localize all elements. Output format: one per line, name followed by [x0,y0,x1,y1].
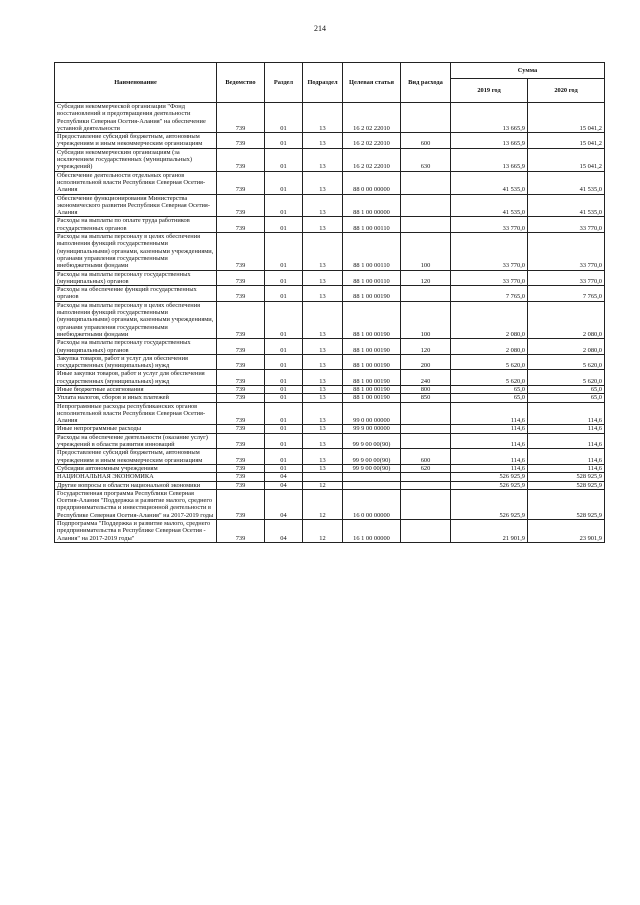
cell-dept: 739 [217,354,265,370]
table-row [55,133,605,149]
cell-2019: 114,6 [451,449,528,465]
cell-name: Расходы на выплаты персоналу государственных (муниципальных) органов [55,339,217,355]
table-row [55,148,605,171]
cell-target [343,473,401,481]
cell-subsection: 13 [303,449,343,465]
cell-dept: 739 [217,301,265,338]
cell-target: 88 1 00 00110 [343,217,401,233]
cell-2020: 2 080,0 [528,301,605,338]
cell-subsection: 13 [303,370,343,386]
cell-2019: 33 770,0 [451,233,528,270]
cell-name: Расходы на выплаты персоналу в целях обеспечения выполнения функций государственными (муниципальными) органами, казенными учреждениями, органами управления государственными внебюджетными фондами [55,233,217,270]
cell-section: 01 [265,286,303,302]
cell-target: 88 1 00 00110 [343,270,401,286]
cell-name: Расходы на выплаты по оплате труда работников государственных органов [55,217,217,233]
cell-2019: 5 620,0 [451,354,528,370]
cell-2020: 5 620,0 [528,354,605,370]
cell-2019: 33 770,0 [451,217,528,233]
cell-2020: 23 901,9 [528,520,605,543]
table-row [55,385,605,393]
cell-subsection: 12 [303,481,343,489]
cell-type [401,425,451,433]
cell-subsection: 13 [303,133,343,149]
cell-type: 240 [401,370,451,386]
cell-section: 01 [265,171,303,194]
cell-type [401,286,451,302]
table-row [55,194,605,217]
cell-name: Расходы на выплаты персоналу в целях обеспечения выполнения функций государственными (муниципальными) органами, казенными учреждениями, органами управления государственными внебюджетными фондами [55,301,217,338]
table-row [55,489,605,519]
cell-dept: 739 [217,489,265,519]
header-2020: 2020 год [528,79,605,103]
cell-subsection: 12 [303,520,343,543]
cell-section: 01 [265,133,303,149]
cell-name: Иные закупки товаров, работ и услуг для обеспечения государственных (муниципальных) нужд [55,370,217,386]
cell-2019: 65,0 [451,394,528,402]
cell-type [401,433,451,449]
cell-type: 100 [401,301,451,338]
cell-name: Предоставление субсидий бюджетным, автономным учреждениям и иным некоммерческим организациям [55,133,217,149]
cell-section: 01 [265,270,303,286]
cell-subsection: 13 [303,171,343,194]
header-expense-type: Вид расхода [401,63,451,103]
cell-subsection: 13 [303,425,343,433]
cell-section: 04 [265,473,303,481]
cell-section: 04 [265,520,303,543]
cell-subsection: 13 [303,217,343,233]
cell-dept: 739 [217,464,265,472]
cell-type: 600 [401,133,451,149]
cell-type [401,473,451,481]
cell-dept: 739 [217,394,265,402]
cell-target: 99 9 00 00000 [343,425,401,433]
cell-2019: 21 901,9 [451,520,528,543]
cell-name: Подпрограмма "Поддержка и развитие малого, среднего предпринимательства в Республике Северная Осетия - Алания" на 2017-2019 годы" [55,520,217,543]
cell-dept: 739 [217,148,265,171]
header-name: Наименование [55,63,217,103]
cell-dept: 739 [217,481,265,489]
cell-subsection: 13 [303,103,343,133]
cell-2020: 41 535,0 [528,171,605,194]
cell-target: 99 9 00 00(90) [343,464,401,472]
cell-type: 200 [401,354,451,370]
cell-name: Расходы на выплаты персоналу государственных (муниципальных) органов [55,270,217,286]
table-row [55,354,605,370]
cell-type [401,217,451,233]
cell-target: 88 1 00 00190 [343,286,401,302]
cell-name: Предоставление субсидий бюджетным, автономным учреждениям и иным некоммерческим организациям [55,449,217,465]
cell-target: 88 1 00 00190 [343,394,401,402]
cell-dept: 739 [217,133,265,149]
table-row [55,425,605,433]
table-row [55,339,605,355]
cell-name: Иные бюджетные ассигнования [55,385,217,393]
cell-type: 100 [401,233,451,270]
cell-2019: 2 080,0 [451,339,528,355]
header-target: Целевая статья [343,63,401,103]
cell-section: 01 [265,394,303,402]
cell-target: 16 2 02 22010 [343,148,401,171]
cell-subsection: 13 [303,270,343,286]
cell-dept: 739 [217,194,265,217]
cell-dept: 739 [217,103,265,133]
table-row [55,449,605,465]
cell-name: Расходы на обеспечение функций государственных органов [55,286,217,302]
cell-2020: 33 770,0 [528,217,605,233]
table-row [55,270,605,286]
cell-target: 99 9 00 00(90) [343,449,401,465]
cell-name: Другие вопросы в области национальной экономики [55,481,217,489]
cell-target: 88 1 00 00000 [343,194,401,217]
table-row [55,402,605,425]
cell-type [401,402,451,425]
cell-target: 99 0 00 00000 [343,402,401,425]
cell-2019: 114,6 [451,464,528,472]
cell-2019: 526 925,9 [451,489,528,519]
page-number: 214 [314,24,326,33]
cell-2020: 15 041,2 [528,103,605,133]
cell-type: 120 [401,270,451,286]
table-row [55,433,605,449]
cell-section: 01 [265,402,303,425]
cell-section: 04 [265,489,303,519]
cell-2019: 7 765,0 [451,286,528,302]
cell-target: 88 1 00 00190 [343,339,401,355]
table-row [55,171,605,194]
cell-type [401,103,451,133]
cell-subsection: 13 [303,233,343,270]
budget-table [54,62,605,543]
cell-name: Непрограммные расходы республиканских органов исполнительной власти Республики Северная Осетия-Алания [55,402,217,425]
cell-2019: 13 665,9 [451,133,528,149]
header-section: Раздел [265,63,303,103]
cell-section: 01 [265,370,303,386]
cell-subsection: 13 [303,394,343,402]
cell-2019: 33 770,0 [451,270,528,286]
cell-subsection: 13 [303,194,343,217]
cell-name: Субсидии некоммерческим организациям (за исключением государственных (муниципальных) учреждений) [55,148,217,171]
cell-2020: 2 080,0 [528,339,605,355]
cell-type: 850 [401,394,451,402]
cell-2019: 526 925,9 [451,473,528,481]
cell-dept: 739 [217,286,265,302]
cell-subsection: 13 [303,433,343,449]
table-row [55,286,605,302]
table-row [55,464,605,472]
cell-dept: 739 [217,370,265,386]
cell-name: НАЦИОНАЛЬНАЯ ЭКОНОМИКА [55,473,217,481]
cell-2020: 114,6 [528,449,605,465]
cell-dept: 739 [217,433,265,449]
cell-dept: 739 [217,339,265,355]
cell-target: 16 0 00 00000 [343,489,401,519]
cell-section: 01 [265,449,303,465]
cell-subsection: 13 [303,301,343,338]
cell-section: 01 [265,354,303,370]
cell-2019: 13 665,9 [451,103,528,133]
cell-name: Государственная программа Республики Северная Осетия-Алания "Поддержка и развитие малого, среднего предпринимательства и инвестиционной деятельности в Республике Северная Осетия-Алания" на 2017-2019 годы [55,489,217,519]
table-row [55,473,605,481]
cell-target: 99 9 00 00(90) [343,433,401,449]
cell-2019: 13 665,9 [451,148,528,171]
cell-target: 88 1 00 00190 [343,354,401,370]
cell-section: 01 [265,339,303,355]
cell-name: Субсидии автономным учреждениям [55,464,217,472]
cell-name: Обеспечение деятельности отдельных органов исполнительной власти Республики Северная Осетия-Алания [55,171,217,194]
cell-subsection: 13 [303,385,343,393]
cell-2020: 65,0 [528,394,605,402]
cell-dept: 739 [217,520,265,543]
cell-target: 88 0 00 00000 [343,171,401,194]
cell-2019: 114,6 [451,402,528,425]
cell-2020: 41 535,0 [528,194,605,217]
cell-2019: 41 535,0 [451,194,528,217]
cell-subsection: 13 [303,148,343,171]
cell-2020: 114,6 [528,464,605,472]
cell-type: 620 [401,464,451,472]
cell-2020: 33 770,0 [528,270,605,286]
cell-section: 01 [265,148,303,171]
cell-type [401,481,451,489]
cell-dept: 739 [217,449,265,465]
cell-section: 01 [265,464,303,472]
cell-target: 88 1 00 00190 [343,301,401,338]
cell-2019: 41 535,0 [451,171,528,194]
cell-subsection: 13 [303,402,343,425]
table-row [55,301,605,338]
cell-name: Закупка товаров, работ и услуг для обеспечения государственных (муниципальных) нужд [55,354,217,370]
cell-2020: 114,6 [528,425,605,433]
cell-2020: 15 041,2 [528,148,605,171]
cell-section: 01 [265,103,303,133]
table-row [55,233,605,270]
cell-2020: 65,0 [528,385,605,393]
cell-subsection: 13 [303,286,343,302]
cell-2020: 114,6 [528,402,605,425]
cell-name: Уплата налогов, сборов и иных платежей [55,394,217,402]
cell-target: 88 1 00 00190 [343,370,401,386]
header-dept: Ведомство [217,63,265,103]
cell-2020: 528 925,9 [528,481,605,489]
cell-section: 01 [265,425,303,433]
cell-2019: 2 080,0 [451,301,528,338]
cell-subsection: 13 [303,354,343,370]
cell-target: 16 2 02 22010 [343,133,401,149]
cell-type [401,520,451,543]
cell-2019: 526 925,9 [451,481,528,489]
cell-type [401,171,451,194]
table-row [55,370,605,386]
cell-section: 01 [265,194,303,217]
cell-subsection [303,473,343,481]
cell-name: Расходы на обеспечение деятельности (оказание услуг) учреждений в области развития инноваций [55,433,217,449]
cell-dept: 739 [217,171,265,194]
cell-2020: 5 620,0 [528,370,605,386]
cell-type: 800 [401,385,451,393]
cell-2020: 528 925,9 [528,473,605,481]
cell-target: 16 2 02 22010 [343,103,401,133]
cell-2020: 7 765,0 [528,286,605,302]
cell-target: 88 1 00 00190 [343,385,401,393]
table-row [55,481,605,489]
cell-dept: 739 [217,217,265,233]
cell-2019: 65,0 [451,385,528,393]
cell-section: 01 [265,301,303,338]
table-row [55,103,605,133]
cell-2020: 33 770,0 [528,233,605,270]
cell-dept: 739 [217,270,265,286]
cell-section: 01 [265,385,303,393]
cell-dept: 739 [217,233,265,270]
cell-target: 88 1 00 00110 [343,233,401,270]
cell-type [401,489,451,519]
cell-section: 01 [265,233,303,270]
cell-section: 04 [265,481,303,489]
cell-2020: 528 925,9 [528,489,605,519]
cell-2020: 114,6 [528,433,605,449]
table-row [55,394,605,402]
cell-2019: 114,6 [451,425,528,433]
cell-dept: 739 [217,425,265,433]
cell-target [343,481,401,489]
cell-subsection: 12 [303,489,343,519]
cell-2019: 5 620,0 [451,370,528,386]
cell-section: 01 [265,217,303,233]
cell-dept: 739 [217,473,265,481]
cell-name: Обеспечение функционирования Министерства экономического развития Республики Северная Осетия-Алания [55,194,217,217]
cell-type: 120 [401,339,451,355]
cell-dept: 739 [217,402,265,425]
header-subsection: Подраздел [303,63,343,103]
cell-2019: 114,6 [451,433,528,449]
header-2019: 2019 год [451,79,528,103]
cell-name: Субсидии некоммерческой организации "Фонд восстановлений и предотвращения деятельности Республики Северная Осетия-Алания" на обеспечение уставной деятельности [55,103,217,133]
cell-type: 600 [401,449,451,465]
cell-target: 16 1 00 00000 [343,520,401,543]
cell-name: Иные непрограммные расходы [55,425,217,433]
cell-dept: 739 [217,385,265,393]
cell-type: 630 [401,148,451,171]
cell-section: 01 [265,433,303,449]
header-sum: Сумма [451,63,605,79]
cell-subsection: 13 [303,464,343,472]
table-row [55,217,605,233]
table-row [55,520,605,543]
cell-subsection: 13 [303,339,343,355]
cell-type [401,194,451,217]
cell-2020: 15 041,2 [528,133,605,149]
